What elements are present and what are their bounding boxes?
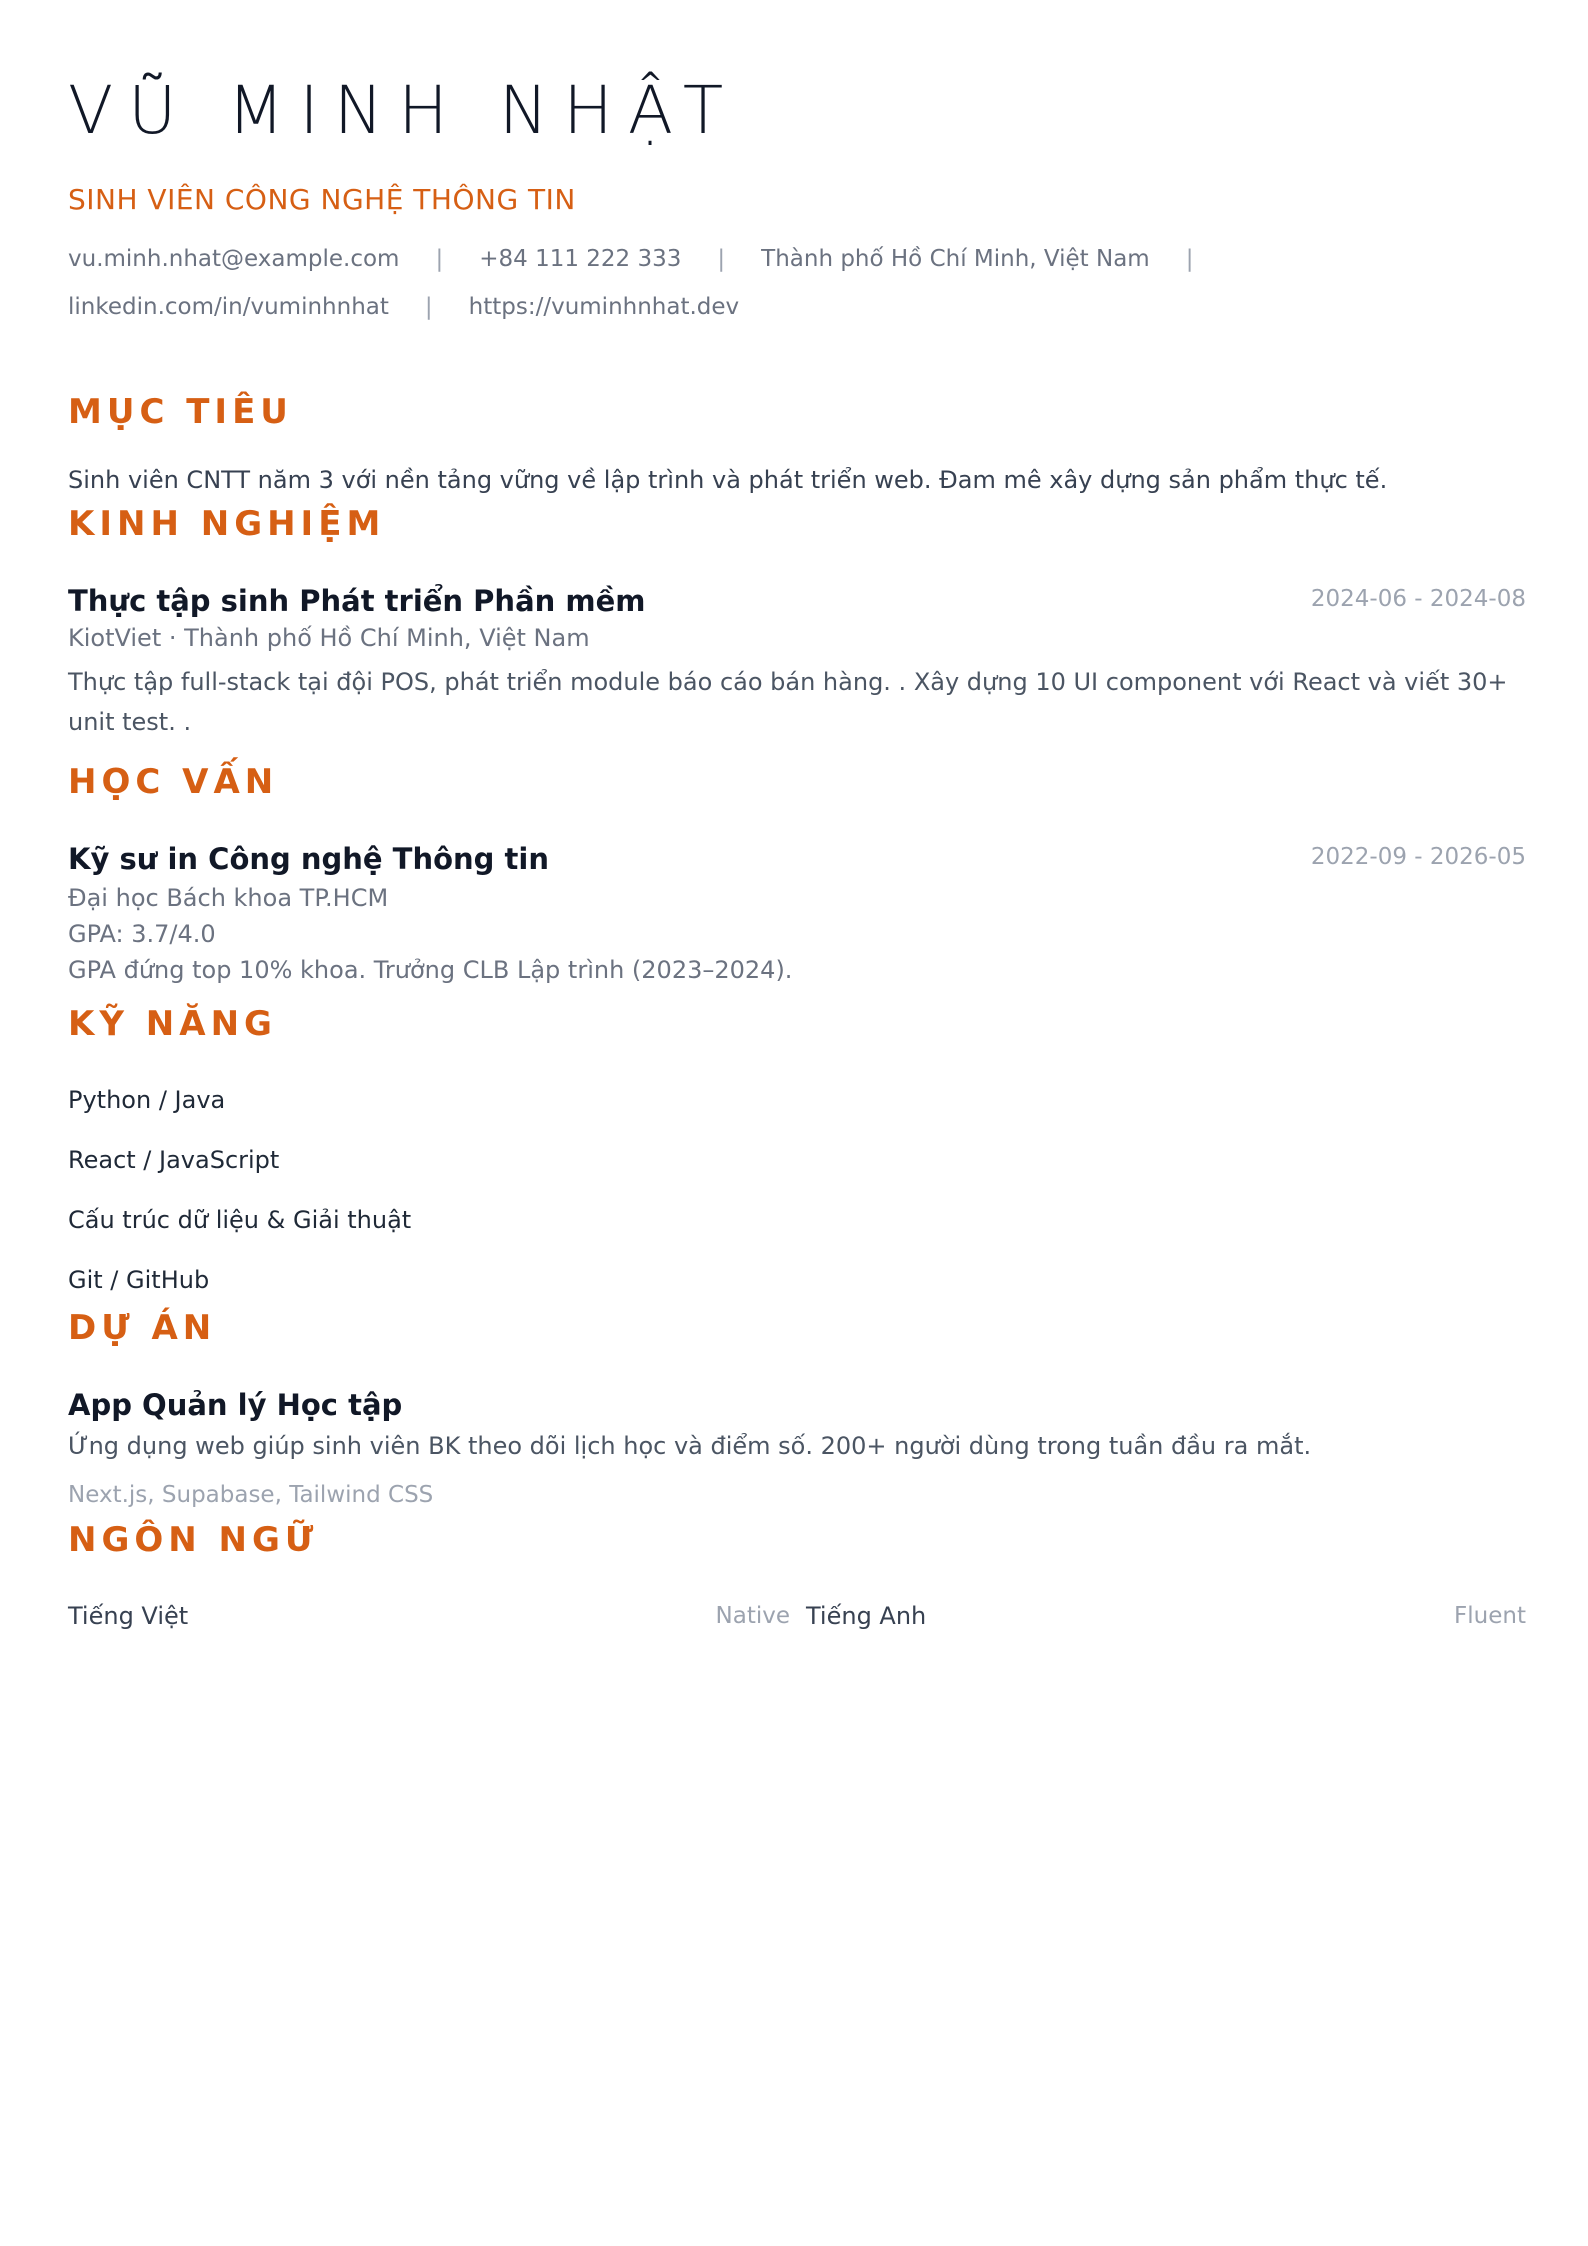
language-name: Tiếng Anh: [806, 1602, 927, 1630]
language-level: Native: [715, 1603, 790, 1629]
experience-description: Thực tập full-stack tại đội POS, phát triển module báo cáo bán hàng. . Xây dựng 10 UI component với React và viết 30+ unit test. .: [68, 668, 1508, 736]
education-note: GPA đứng top 10% khoa. Trưởng CLB Lập trình (2023–2024).: [68, 956, 793, 984]
section-title-projects: DỰ ÁN: [68, 1308, 217, 1348]
experience-date: 2024-06 - 2024-08: [1310, 586, 1526, 612]
candidate-name: VŨ MINH NHẬT: [68, 72, 739, 149]
language-level: Fluent: [1454, 1603, 1526, 1629]
contact-separator: |: [717, 246, 726, 272]
skill-item: Python / Java: [68, 1086, 226, 1114]
contact-email[interactable]: vu.minh.nhat@example.com: [68, 246, 400, 272]
experience-role: Thực tập sinh Phát triển Phần mềm: [68, 584, 646, 618]
contact-linkedin[interactable]: linkedin.com/in/vuminhnhat: [68, 294, 389, 320]
skill-item: React / JavaScript: [68, 1146, 280, 1174]
contact-separator: |: [1185, 246, 1194, 272]
language-name: Tiếng Việt: [68, 1602, 189, 1630]
education-school: Đại học Bách khoa TP.HCM: [68, 884, 389, 912]
contact-separator: |: [435, 246, 444, 272]
section-title-experience: KINH NGHIỆM: [68, 504, 386, 544]
education-degree: Kỹ sư in Công nghệ Thông tin: [68, 842, 549, 876]
project-description: Ứng dụng web giúp sinh viên BK theo dõi lịch học và điểm số. 200+ người dùng trong tuần đầu ra mắt.: [68, 1432, 1312, 1460]
skill-item: Git / GitHub: [68, 1266, 210, 1294]
section-title-languages: NGÔN NGỮ: [68, 1520, 319, 1560]
objective-text: Sinh viên CNTT năm 3 với nền tảng vững về lập trình và phát triển web. Đam mê xây dựng sản phẩm thực tế.: [68, 466, 1388, 494]
candidate-headline: SINH VIÊN CÔNG NGHỆ THÔNG TIN: [68, 183, 576, 216]
education-gpa: GPA: 3.7/4.0: [68, 920, 216, 948]
section-title-objective: MỤC TIÊU: [68, 392, 293, 432]
project-tech: Next.js, Supabase, Tailwind CSS: [68, 1482, 434, 1508]
section-title-skills: KỸ NĂNG: [68, 1004, 277, 1044]
project-name: App Quản lý Học tập: [68, 1388, 403, 1422]
contact-location: Thành phố Hồ Chí Minh, Việt Nam: [761, 246, 1150, 272]
contact-row-1: [68, 246, 1229, 272]
section-title-education: HỌC VẤN: [68, 762, 279, 802]
contact-phone[interactable]: +84 111 222 333: [479, 246, 682, 272]
contact-row-2: [68, 294, 739, 320]
skill-item: Cấu trúc dữ liệu & Giải thuật: [68, 1206, 412, 1234]
education-date: 2022-09 - 2026-05: [1310, 844, 1526, 870]
experience-company: KiotViet · Thành phố Hồ Chí Minh, Việt Nam: [68, 624, 590, 652]
contact-separator: |: [424, 294, 433, 320]
contact-website[interactable]: https://vuminhnhat.dev: [468, 294, 740, 320]
